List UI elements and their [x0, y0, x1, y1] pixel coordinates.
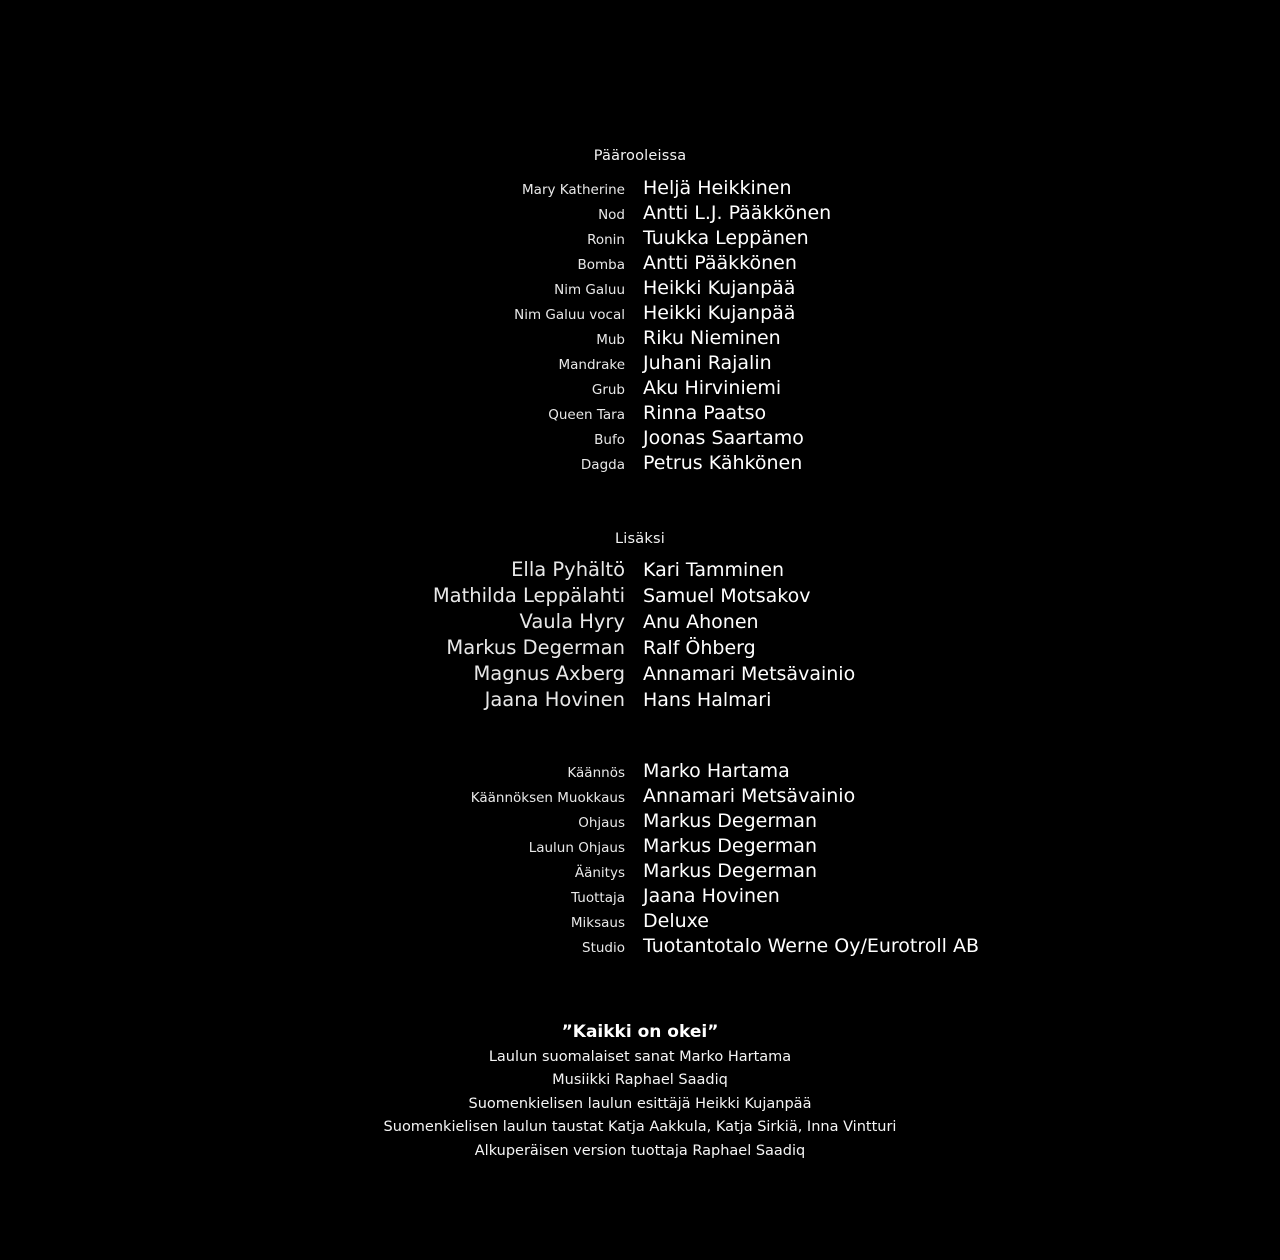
credit-name: Joonas Saartamo [643, 427, 804, 449]
credit-row [0, 662, 1280, 685]
credit-role: Käännöksen Muokkaus [470, 790, 625, 806]
credit-name: Rinna Paatso [643, 402, 767, 424]
credit-row [0, 452, 1280, 474]
credit-row [0, 636, 1280, 659]
song-credit-block [0, 1022, 1280, 1163]
credit-row [0, 785, 1280, 807]
song-lines [0, 1046, 1280, 1163]
credit-name: Anu Ahonen [643, 611, 759, 633]
credit-row [0, 688, 1280, 711]
credit-role: Laulun Ohjaus [528, 840, 625, 856]
credit-role: Ronin [587, 232, 625, 248]
credit-name: Antti Pääkkönen [643, 252, 797, 274]
credit-name: Heljä Heikkinen [643, 177, 792, 199]
crew-list [0, 760, 1280, 960]
main-cast-list [0, 177, 1280, 477]
credit-row [0, 202, 1280, 224]
additional-cast-heading: Lisäksi [615, 531, 665, 547]
credit-row [0, 377, 1280, 399]
credit-name: Jaana Hovinen [643, 885, 780, 907]
main-cast-heading-container [0, 148, 1280, 164]
credit-name: Annamari Metsävainio [643, 663, 856, 685]
additional-cast-list [0, 558, 1280, 714]
credit-row [0, 402, 1280, 424]
credit-row [0, 810, 1280, 832]
credit-row [0, 935, 1280, 957]
song-line: Alkuperäisen version tuottaja Raphael Saadiq [474, 1142, 806, 1159]
song-line: Laulun suomalaiset sanat Marko Hartama [488, 1049, 792, 1065]
credit-role: Miksaus [570, 915, 625, 931]
credit-role: Mub [596, 332, 625, 348]
credit-row [0, 352, 1280, 374]
credit-role: Queen Tara [548, 407, 625, 423]
credit-name: Aku Hirviniemi [643, 377, 782, 399]
credit-name: Heikki Kujanpää [643, 277, 796, 299]
credit-role: Käännös [567, 765, 625, 781]
credit-name: Ralf Öhberg [643, 637, 756, 659]
credit-name: Markus Degerman [643, 810, 817, 832]
credit-row [0, 302, 1280, 324]
credit-role: Nim Galuu [554, 282, 625, 298]
credit-role: Studio [582, 940, 625, 956]
credit-role: Ohjaus [578, 815, 625, 831]
song-line: Suomenkielisen laulun esittäjä Heikki Kujanpää [468, 1095, 812, 1112]
credit-name: Tuotantotalo Werne Oy/Eurotroll AB [643, 935, 980, 957]
credit-name: Petrus Kähkönen [643, 452, 803, 474]
credit-name: Annamari Metsävainio [643, 785, 856, 807]
credit-name: Hans Halmari [643, 689, 772, 711]
credit-role: Markus Degerman [446, 636, 625, 659]
credit-role: Mary Katherine [522, 182, 625, 198]
song-line: Musiikki Raphael Saadiq [552, 1072, 728, 1089]
credit-name: Heikki Kujanpää [643, 302, 796, 324]
credit-row [0, 427, 1280, 449]
credit-row [0, 558, 1280, 581]
main-cast-heading: Päärooleissa [593, 148, 687, 164]
additional-cast-heading-container [0, 531, 1280, 547]
credit-row [0, 835, 1280, 857]
credit-row [0, 327, 1280, 349]
credit-role: Äänitys [574, 865, 625, 881]
credit-row [0, 584, 1280, 607]
credit-name: Marko Hartama [643, 760, 790, 782]
credit-role: Vaula Hyry [519, 610, 625, 633]
credit-row [0, 177, 1280, 199]
credit-role: Nod [598, 207, 625, 223]
credit-row [0, 277, 1280, 299]
song-line: Suomenkielisen laulun taustat Katja Aakkula, Katja Sirkiä, Inna Vintturi [383, 1119, 897, 1136]
credit-role: Mathilda Leppälahti [432, 584, 625, 607]
credit-role: Dagda [580, 457, 625, 473]
credit-name: Riku Nieminen [643, 327, 781, 349]
credit-row [0, 910, 1280, 932]
credit-role: Magnus Axberg [473, 662, 625, 685]
credit-name: Kari Tamminen [643, 559, 785, 581]
credit-role: Nim Galuu vocal [514, 307, 625, 323]
credit-row [0, 252, 1280, 274]
credit-role: Ella Pyhältö [511, 558, 625, 581]
credit-role: Bufo [594, 432, 625, 448]
credit-role: Tuottaja [571, 890, 625, 906]
credit-name: Antti L.J. Pääkkönen [643, 202, 832, 224]
credit-name: Markus Degerman [643, 835, 817, 857]
credit-role: Mandrake [558, 357, 625, 373]
credit-row [0, 227, 1280, 249]
credit-name: Deluxe [643, 910, 709, 932]
credit-role: Grub [591, 382, 625, 398]
credit-row [0, 885, 1280, 907]
credit-name: Tuukka Leppänen [643, 227, 809, 249]
credit-name: Juhani Rajalin [643, 352, 772, 374]
credit-name: Samuel Motsakov [643, 585, 811, 607]
credit-row [0, 760, 1280, 782]
song-title: ”Kaikki on okei” [561, 1022, 719, 1042]
credit-role: Jaana Hovinen [484, 688, 625, 711]
credit-row [0, 610, 1280, 633]
credit-role: Bomba [577, 257, 625, 273]
credit-row [0, 860, 1280, 882]
credit-name: Markus Degerman [643, 860, 817, 882]
